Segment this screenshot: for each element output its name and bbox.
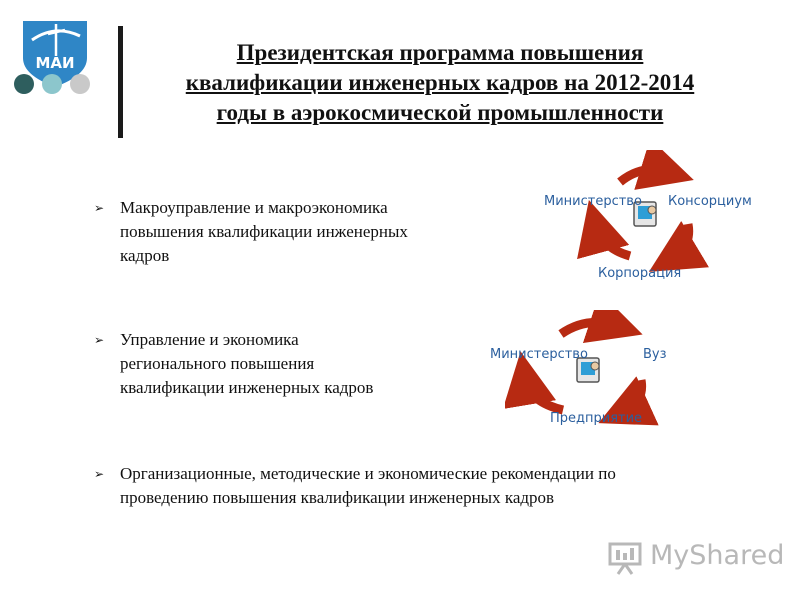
presentation-board-icon bbox=[606, 540, 646, 576]
title-line-2: квалификации инженерных кадров на 2012-2014 bbox=[185, 70, 695, 95]
dot-dark bbox=[14, 74, 34, 94]
title-line-1: Президентская программа повышения bbox=[236, 40, 644, 65]
cycle-diagram-2 bbox=[490, 310, 705, 440]
bullet-item-2 bbox=[94, 328, 474, 404]
decorative-dots bbox=[14, 74, 90, 94]
cycle1-label-consortium: Консорциум bbox=[668, 194, 752, 209]
cycle2-label-enterprise: Предприятие bbox=[550, 411, 643, 426]
cycle1-label-corporation: Корпорация bbox=[598, 266, 682, 281]
bullet-text: Макроуправление и макроэкономика повышения квалификации инженерных кадров bbox=[120, 198, 408, 265]
logo-text: МАИ bbox=[35, 54, 75, 72]
vertical-divider bbox=[118, 26, 123, 138]
cycle2-label-ministry: Министерство bbox=[490, 347, 588, 362]
dot-teal bbox=[42, 74, 62, 94]
watermark bbox=[604, 538, 785, 578]
bullet-arrow-icon: ➢ bbox=[94, 201, 105, 215]
title-line-3: годы в аэрокосмической промышленности bbox=[216, 100, 664, 125]
cycle1-label-ministry: Министерство bbox=[544, 194, 642, 209]
cycle-diagram-1 bbox=[544, 150, 760, 290]
bullet-arrow-icon: ➢ bbox=[94, 467, 105, 481]
bullet-text: Управление и экономика регионального повышения квалификации инженерных кадров bbox=[120, 330, 374, 397]
bullet-arrow-icon: ➢ bbox=[94, 333, 105, 347]
bullet-item-1 bbox=[94, 196, 474, 272]
dot-gray bbox=[70, 74, 90, 94]
page-title bbox=[140, 38, 740, 128]
bullet-text: Организационные, методические и экономические рекомендации по проведению повышения квалификации инженерных кадров bbox=[120, 464, 616, 507]
cycle2-label-university: Вуз bbox=[643, 347, 667, 362]
watermark-text: MyShared bbox=[650, 540, 785, 571]
bullet-item-3 bbox=[94, 462, 744, 512]
